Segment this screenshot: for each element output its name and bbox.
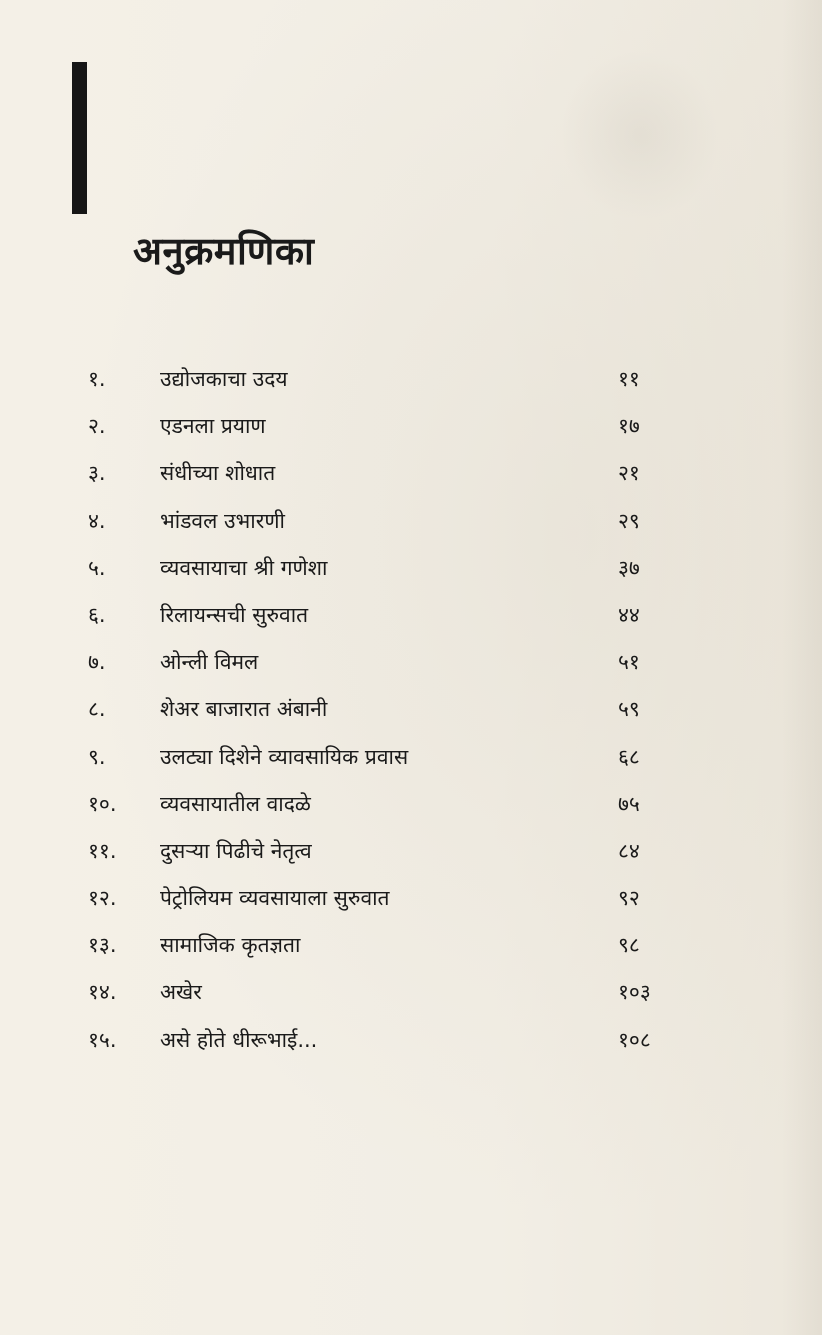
page-number: ४४ bbox=[618, 602, 640, 627]
chapter-number: १२. bbox=[88, 886, 117, 911]
chapter-title: दुसऱ्या पिढीचे नेतृत्व bbox=[160, 838, 312, 863]
decorative-side-bar bbox=[72, 62, 87, 214]
toc-entry bbox=[88, 1017, 708, 1064]
chapter-number: १४. bbox=[88, 980, 117, 1005]
page-number: १०३ bbox=[618, 980, 651, 1005]
page-number: १७ bbox=[618, 414, 640, 439]
page-number: ८४ bbox=[618, 838, 640, 863]
chapter-number: ६. bbox=[88, 602, 106, 627]
chapter-number: ३. bbox=[88, 461, 106, 486]
chapter-number: ७. bbox=[88, 650, 106, 675]
page-number: ५१ bbox=[618, 650, 640, 675]
chapter-title: पेट्रोलियम व्यवसायाला सुरुवात bbox=[160, 886, 390, 911]
chapter-title: व्यवसायाचा श्री गणेशा bbox=[160, 555, 328, 580]
toc-entry bbox=[88, 875, 708, 922]
page-number: ६८ bbox=[618, 744, 640, 769]
chapter-number: १. bbox=[88, 367, 106, 391]
toc-entry bbox=[88, 403, 708, 450]
chapter-title: भांडवल उभारणी bbox=[160, 508, 285, 533]
toc-entry bbox=[88, 356, 708, 403]
chapter-number: ५. bbox=[88, 555, 106, 580]
page-edge-shadow bbox=[782, 0, 822, 1335]
toc-entry bbox=[88, 498, 708, 545]
toc-entry bbox=[88, 734, 708, 781]
page-number: ३७ bbox=[618, 555, 640, 580]
chapter-number: ११. bbox=[88, 838, 117, 863]
chapter-title: उलट्या दिशेने व्यावसायिक प्रवास bbox=[160, 744, 409, 769]
page-number: ९२ bbox=[618, 886, 640, 911]
toc-entry bbox=[88, 922, 708, 969]
chapter-title: रिलायन्सची सुरुवात bbox=[160, 602, 309, 627]
chapter-number: २. bbox=[88, 414, 106, 439]
chapter-number: ९. bbox=[88, 744, 106, 769]
chapter-title: ओन्ली विमल bbox=[160, 650, 259, 675]
chapter-title: शेअर बाजारात अंबानी bbox=[160, 697, 328, 722]
toc-entry bbox=[88, 592, 708, 639]
chapter-title: एडनला प्रयाण bbox=[160, 414, 266, 439]
chapter-title: उद्योजकाचा उदय bbox=[160, 367, 288, 391]
toc-entry bbox=[88, 828, 708, 875]
toc-entry bbox=[88, 686, 708, 733]
chapter-number: ८. bbox=[88, 697, 106, 722]
chapter-title: सामाजिक कृतज्ञता bbox=[160, 933, 301, 958]
chapter-title: संधीच्या शोधात bbox=[160, 461, 276, 486]
page-number: ९८ bbox=[618, 933, 640, 958]
toc-entry bbox=[88, 781, 708, 828]
chapter-number: १३. bbox=[88, 933, 117, 958]
page-number: ५९ bbox=[618, 697, 640, 722]
toc-entry bbox=[88, 969, 708, 1016]
toc-entry bbox=[88, 639, 708, 686]
chapter-number: ४. bbox=[88, 508, 106, 533]
page-number: ११ bbox=[618, 367, 640, 391]
table-of-contents bbox=[88, 356, 708, 1064]
toc-entry bbox=[88, 450, 708, 497]
page-number: २१ bbox=[618, 461, 640, 486]
chapter-number: १५. bbox=[88, 1027, 117, 1052]
toc-entry bbox=[88, 545, 708, 592]
page-number: ७५ bbox=[618, 791, 640, 816]
bleed-through-shadow bbox=[560, 50, 720, 220]
page-number: २९ bbox=[618, 508, 640, 533]
page-title: अनुक्रमणिका bbox=[133, 229, 315, 273]
chapter-title: अखेर bbox=[160, 980, 202, 1005]
page-number: १०८ bbox=[618, 1027, 651, 1052]
chapter-title: व्यवसायातील वादळे bbox=[160, 791, 311, 816]
chapter-number: १०. bbox=[88, 791, 117, 816]
chapter-title: असे होते धीरूभाई... bbox=[160, 1027, 318, 1052]
